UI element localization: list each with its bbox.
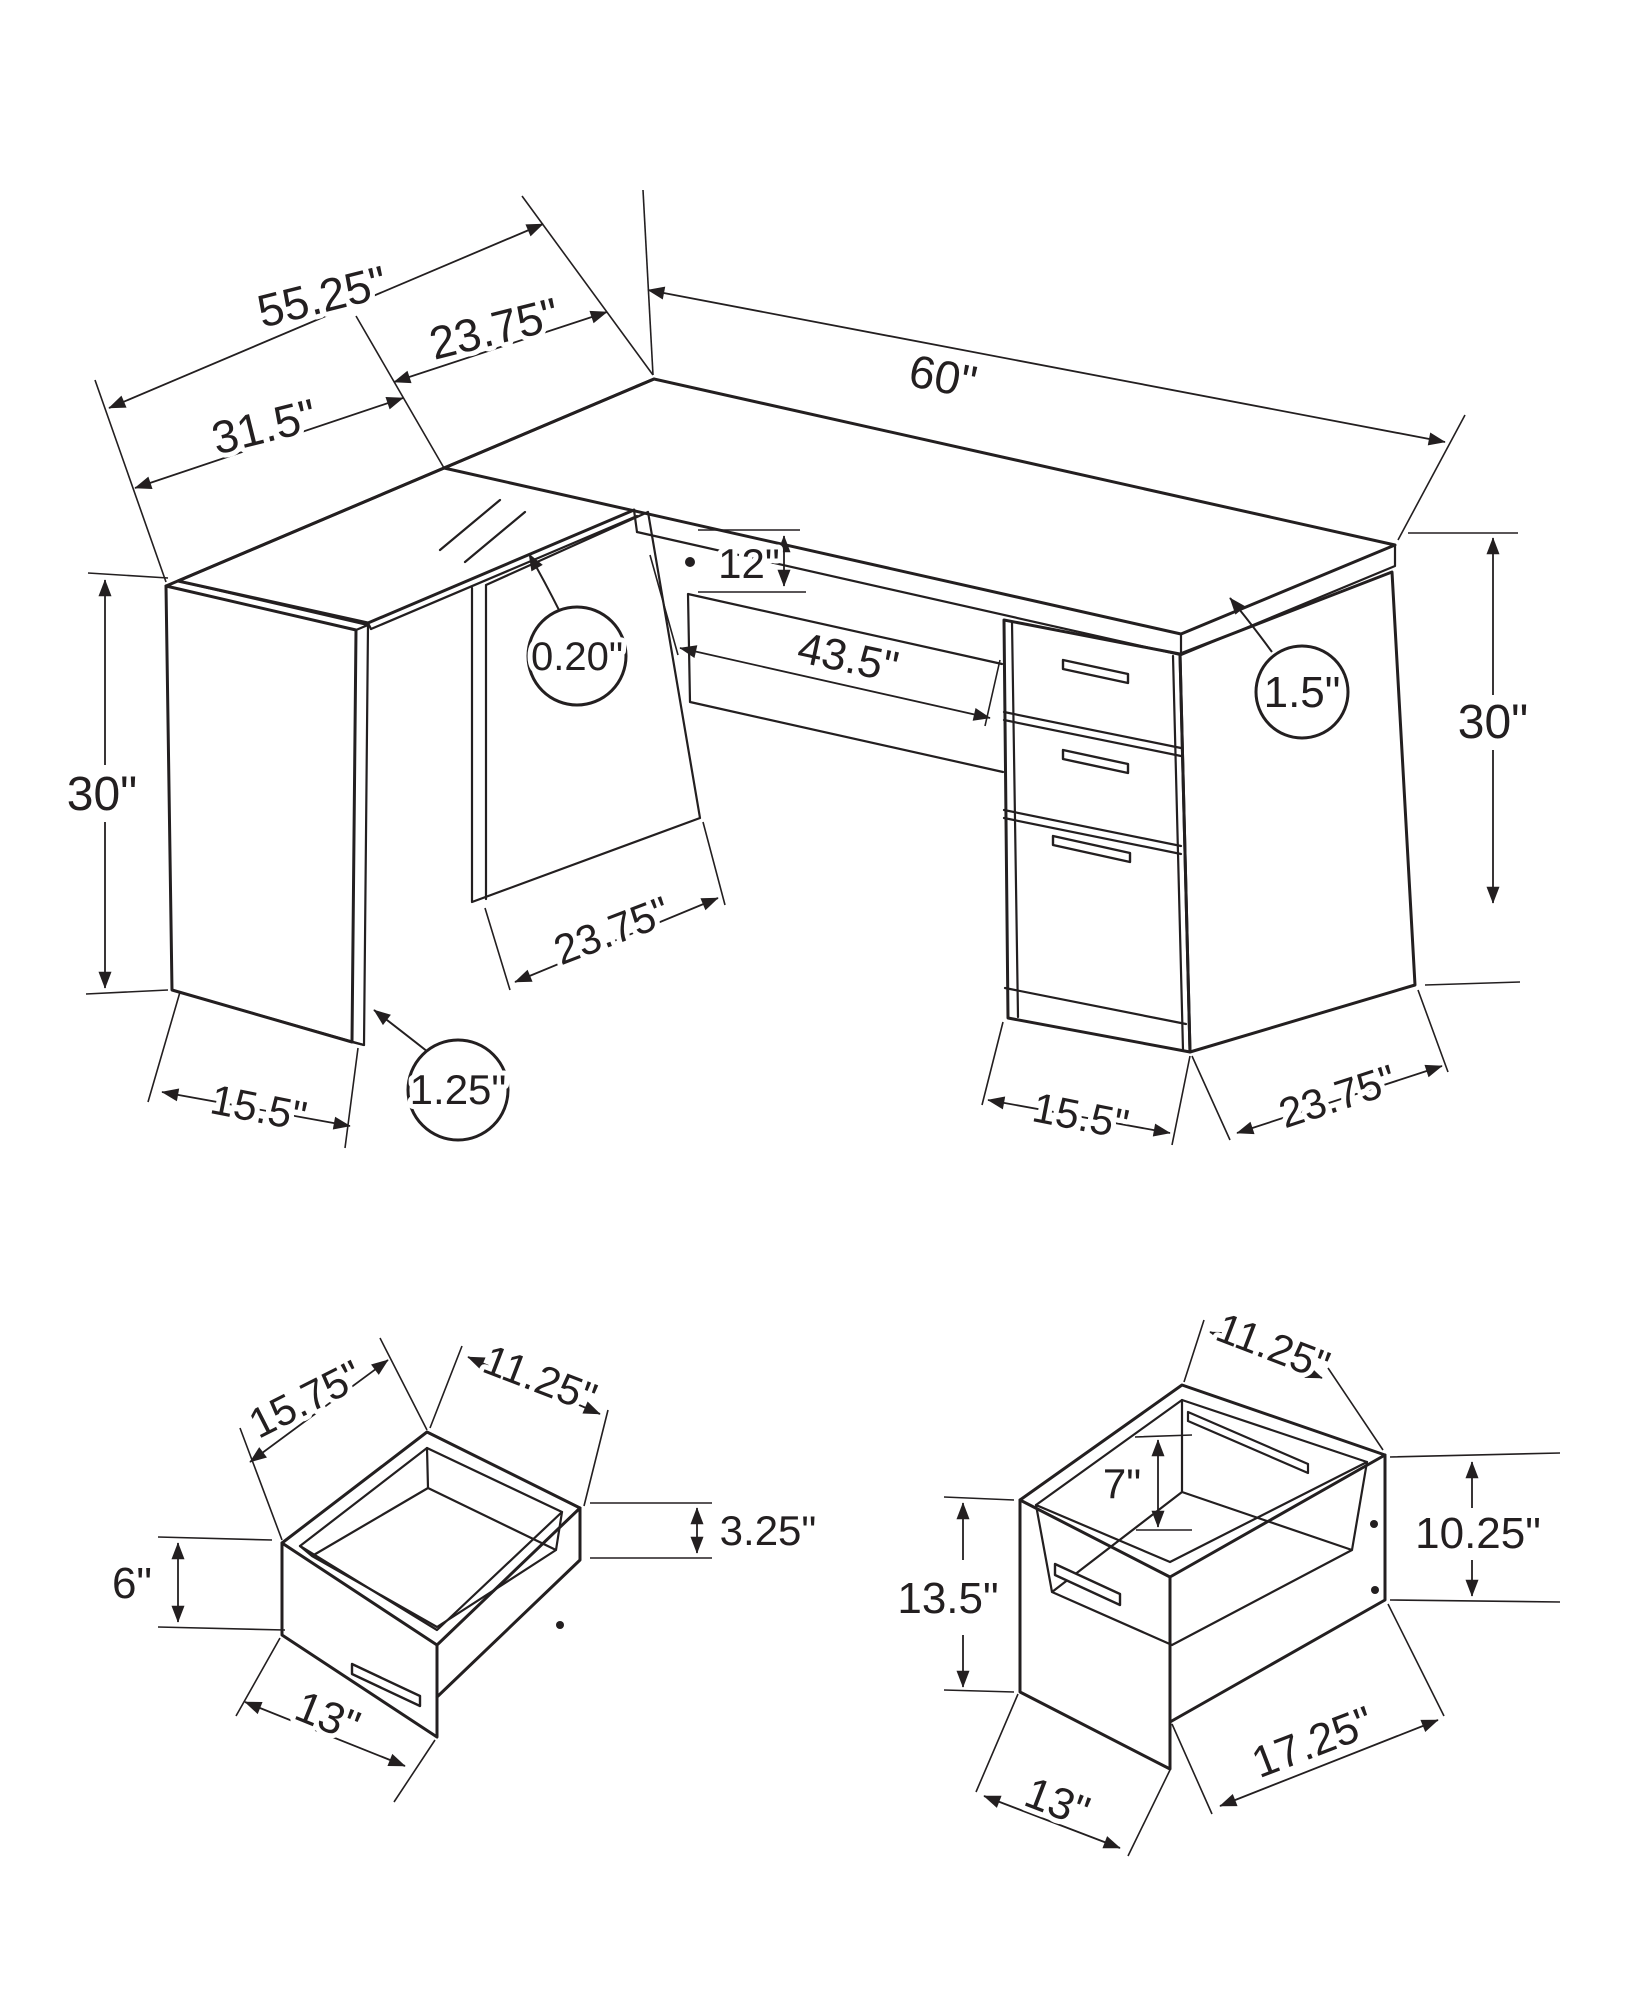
witness-right [522,196,653,375]
dim-label-desktop-thickness: 1.5" [1263,668,1341,717]
leader-glass [529,554,560,612]
dim-label-height-right: 30" [1457,696,1529,749]
pedestal-side [1180,572,1415,1052]
file-drawer-drawing [897,1304,1560,1856]
file-drawer-hole-1 [1370,1520,1378,1528]
left-panel [166,586,356,1042]
left-panel-bottom-edge [172,990,364,1045]
file-drawer-floor [1036,1400,1367,1645]
leader-panel [374,1010,428,1052]
dim-label-fd-width: 11.25" [1210,1303,1337,1390]
dim-label-return-panel-depth: 23.75" [547,887,677,974]
cam-hole-dot [685,557,695,567]
dim-label-panel-thickness: 1.25" [409,1066,507,1113]
small-drawer-drawing [112,1336,816,1802]
modesty-panel [688,594,1003,772]
witness-17-25 [1172,1604,1444,1814]
drawer-handle-middle [1063,750,1128,773]
witness-6 [158,1537,285,1630]
dim-label-sd-front-height: 6" [111,1559,153,1608]
desk-top-edge-right [1181,545,1395,655]
desk-drawing [67,190,1528,1148]
witness-7 [1135,1435,1192,1530]
dim-label-desk-return: 31.5" [206,388,322,465]
small-drawer-hole [556,1621,564,1629]
drawer-handle-file [1053,836,1130,862]
witness-60-right [1398,415,1465,540]
witness-30-right [1408,533,1520,985]
dim-label-sd-width: 11.25" [477,1335,604,1422]
file-drawer-hole-2 [1371,1586,1379,1594]
dim-label-sd-side-height: 3.25" [719,1507,817,1554]
witness-23-75-return [485,822,725,990]
dim-label-glass-thickness: 0.20" [530,635,624,679]
dim-label-sd-front-width: 13" [288,1681,367,1752]
left-panel-thickness [178,581,368,1045]
dim-label-desk-main: 60" [904,344,982,409]
drawer-handle-top [1063,660,1128,683]
dim-label-fd-side-depth: 17.25" [1245,1697,1381,1788]
dim-label-desk-top-total: 55.25" [252,255,393,338]
witness-3-25 [590,1503,712,1558]
small-drawer-floor [300,1448,562,1627]
witness-60-left [643,190,653,375]
small-drawer-handle [352,1664,420,1706]
desk-edge-joint [634,510,637,532]
dim-label-fd-side-height: 10.25" [1415,1509,1541,1558]
dim-label-fd-front-width: 13" [1018,1768,1097,1837]
glass-hatch-marks [440,500,525,562]
file-drawer-handle [1055,1564,1120,1605]
dim-label-fd-inner-depth: 7" [1102,1460,1142,1507]
dim-label-left-panel-depth: 15.5" [206,1075,311,1141]
dim-label-pedestal-width: 15.5" [1028,1083,1133,1149]
dim-label-sd-depth: 15.75" [241,1350,370,1448]
dim-line-60 [648,290,1445,442]
dim-label-pedestal-depth: 23.75" [1273,1055,1402,1138]
dim-label-knee-space: 43.5" [793,623,903,693]
dim-label-height-left: 30" [66,768,138,821]
dim-label-modesty: 12" [718,540,780,587]
dim-label-desk-corner-depth: 23.75" [424,287,565,370]
dim-label-fd-front-height: 13.5" [897,1574,999,1623]
